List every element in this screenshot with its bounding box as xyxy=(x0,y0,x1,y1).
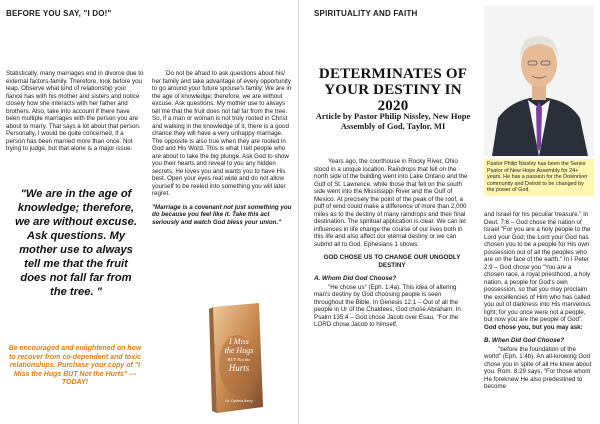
book-title xyxy=(219,337,259,373)
left-col2 xyxy=(152,70,292,232)
right-col1 xyxy=(314,158,470,335)
book-author: Dr. Cynthia Berry xyxy=(225,399,253,403)
marriage-covenant-quote: "Marriage is a covenant not just something you do because you feel like it. Take this act seriously and watch God bless your union." xyxy=(152,203,292,226)
article-title: DETERMINATES OF YOUR DESTINY IN 2020 xyxy=(318,66,468,114)
right-page-header: SPIRITUALITY AND FAITH xyxy=(314,9,418,18)
right-col2-paragraph-text: and Israel for his peculiar treasure." In Deut. 7:6 – God chose the nation of Israel "For you are a holy people to the Lord your God; the Lord your God has chosen you to be a people for His own possession out of all the peoples who are on the face of the earth." In I Peter 2:9 – God chose you "You are a chosen race, a royal priesthood, a holy nation, a people for God's own possession, so that you may proclaim the excellencies of Him who has called you out of darkness into His marvelous light; for you once were not a people, but now you are the people of God". xyxy=(484,211,591,323)
left-col1-paragraph: Statistically, many marriages end in divorce due to external factors-family. Therefore, look before you leap. Observe what kind of relationship your fiancé has with his mother and sisters and notice closely how she interacts with her father and brothers. Also, take into account if there have been multiple marriages with the person you are about to marry. That says a lot about that person. Personally, I would be quite concerned, if a person has been married more than once. Not trying to judge, but that alone is a major issue. xyxy=(6,70,144,152)
subheading-b: B. When Did God Choose? xyxy=(484,337,565,344)
right-col2-bold-line: God chose you, but you may ask: xyxy=(484,323,583,331)
subheading-a: A. Whom Did God Choose? xyxy=(314,275,397,282)
right-col1-paragraph-2: "He chose us" (Eph. 1:4a). This idea of altering man's destiny by God choosing people is seen throughout the Bible. In Genesis 12:1 – Out of all the people in Ur of the Chaldees, God chose Abraham. In Psalm 135:4 – God chose Jacob over Esau, "For the LORD chose Jacob to himself, xyxy=(314,283,461,328)
pastor-photo xyxy=(484,6,594,156)
right-col2-paragraph-2: "before the foundation of the world" (Eph. 1:4b). An all-knowing God chose you in spite of all He knew about you. Rom. 8:29 says, "For those whom He foreknew He also predestined to become xyxy=(484,345,592,390)
book-title-line4: Hurts xyxy=(228,363,250,373)
left-page-header: BEFORE YOU SAY, "I DO!" xyxy=(6,9,112,18)
photo-caption: Pastor Philip Nissley has been the Senior Pastor of New Hope Assembly for 24+ years. He has a passion for the Downriver community and Detroit to be changed by the power of God. xyxy=(484,159,594,196)
pastor-photo-graphic xyxy=(484,6,594,156)
section-heading: GOD CHOSE US TO CHANGE OUR UNGODLY DESTINY xyxy=(323,254,461,269)
right-col2-paragraph xyxy=(484,211,592,331)
book-cover-image xyxy=(205,303,265,413)
article-byline: Article by Pastor Philip Nissley, New Hope Assembly of God, Taylor, MI xyxy=(315,111,471,131)
book-title-line3: BUT Not the xyxy=(227,357,251,362)
book-title-line2: the Hugs xyxy=(224,346,254,355)
pull-quote: "We are in the age of knowledge; therefore, we are without excuse. Ask questions. My mother use to always tell me that the fruit does not fall far from the tree. " xyxy=(15,188,137,298)
left-col2-paragraph: Do not be afraid to ask questions about his/ her family and take advantage of every opportunity to go around your future spouse's family. We are in the age of knowledge; therefore, we are without excuse. Ask questions. My mother use to always tell me that the fruit does not fall far from the tree. So, if a man or woman is not truly rooted in Christ and walking in the knowledge of it, there is a good chance they will have a very unhappy marriage. The opposite is also true when they are rooted in God and His Word. This is what I tell people who are about to take the big plunge. Ask God to show you their hearts and reveal to you any hidden secrets. He loves you and wants you to have His best. Open your eyes real wide and do not allow yourself to be reeled into something you will later regret. xyxy=(152,70,292,197)
book-promo-text: Be encouraged and enlightened on how to recover from co-dependent and toxic relationships. Purchase your copy of "I Miss the Hugs BUT Not the Hurts" --- TODAY! xyxy=(8,345,142,387)
book-title-line1: I Miss xyxy=(229,337,249,346)
page-divider xyxy=(298,0,299,424)
right-col2 xyxy=(484,211,592,397)
right-col1-paragraph: Years ago, the courthouse in Rocky River, Ohio stood in a unique location. Raindrops that fell on the north side of the building went into Lake Ontario and the Gulf of St. Lawrence, while those that fell on the south side went into the Mississippi River and the Gulf of Mexico. At precisely the point of the peak of the roof, a puff of wind could make a difference of more than 2,000 miles as to the destiny of many raindrops and their final destination. The spiritual application is clear. We can let influences in life change the course of our lives both in this life and also affect our eternal destiny or we can submit all to God. Ephesians 1 shows: xyxy=(314,158,468,248)
